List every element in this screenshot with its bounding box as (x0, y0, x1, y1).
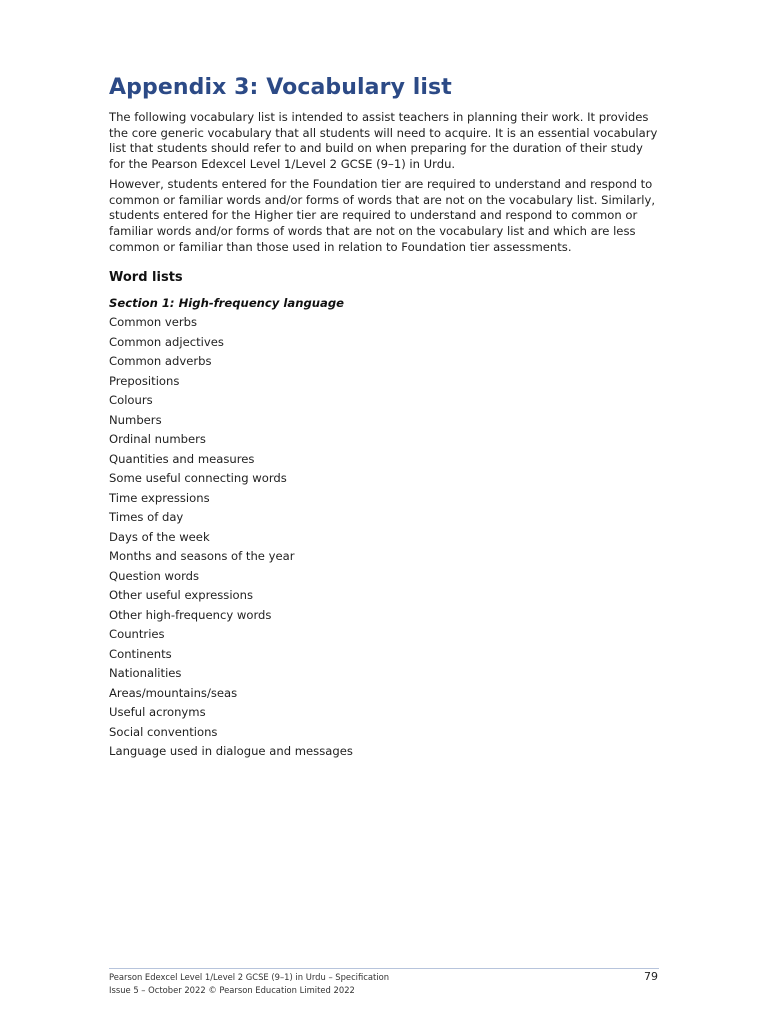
list-item: Colours (109, 393, 153, 408)
page-title: Appendix 3: Vocabulary list (109, 75, 452, 100)
list-item: Other high-frequency words (109, 607, 272, 622)
list-item: Days of the week (109, 529, 210, 544)
list-item: Other useful expressions (109, 588, 254, 603)
list-item: Useful acronyms (109, 705, 206, 720)
page-number: 79 (644, 970, 658, 983)
list-item: Common adjectives (109, 334, 224, 349)
list-item: Months and seasons of the year (109, 549, 295, 564)
list-item: Question words (109, 568, 200, 583)
list-item: Some useful connecting words (109, 471, 287, 486)
list-item: Prepositions (109, 373, 180, 388)
document-page (109, 72, 661, 762)
list-item: Areas/mountains/seas (109, 685, 238, 700)
list-item: Social conventions (109, 724, 218, 739)
footer-publication-title: Pearson Edexcel Level 1/Level 2 GCSE (9–1) in Urdu – Specification (109, 972, 390, 982)
list-item: Quantities and measures (109, 451, 255, 466)
footer-issue-copyright: Issue 5 – October 2022 © Pearson Education Limited 2022 (109, 984, 355, 995)
list-item: Common adverbs (109, 354, 212, 369)
list-item: Nationalities (109, 666, 182, 681)
intro-paragraph-2: However, students entered for the Foundation tier are required to understand and respond to common or familiar words and/or forms of words that are not on the vocabulary list. Similarly, students entered for the Higher tier are required to understand and respond to common or familiar words and/or forms of words that are not on the vocabulary list and which are less common or familiar than those used in relation to Foundation tier assessments. (109, 176, 656, 254)
list-item: Times of day (109, 510, 184, 525)
list-item: Language used in dialogue and messages (109, 744, 353, 759)
list-item: Ordinal numbers (109, 432, 206, 447)
list-item: Continents (109, 646, 172, 661)
vocabulary-topic-list (109, 313, 661, 762)
list-item: Time expressions (109, 490, 210, 505)
word-lists-heading: Word lists (109, 270, 183, 286)
section-1-title: Section 1: High-frequency language (109, 296, 344, 311)
list-item: Countries (109, 627, 165, 642)
page-footer (109, 968, 659, 996)
list-item: Numbers (109, 412, 162, 427)
list-item: Common verbs (109, 315, 198, 330)
intro-paragraph-1: The following vocabulary list is intended to assist teachers in planning their work. It provides the core generic vocabulary that all students will need to acquire. It is an essential vocabulary list that students should refer to and build on when preparing for the duration of their study for the Pearson Edexcel Level 1/Level 2 GCSE (9–1) in Urdu. (109, 110, 658, 172)
